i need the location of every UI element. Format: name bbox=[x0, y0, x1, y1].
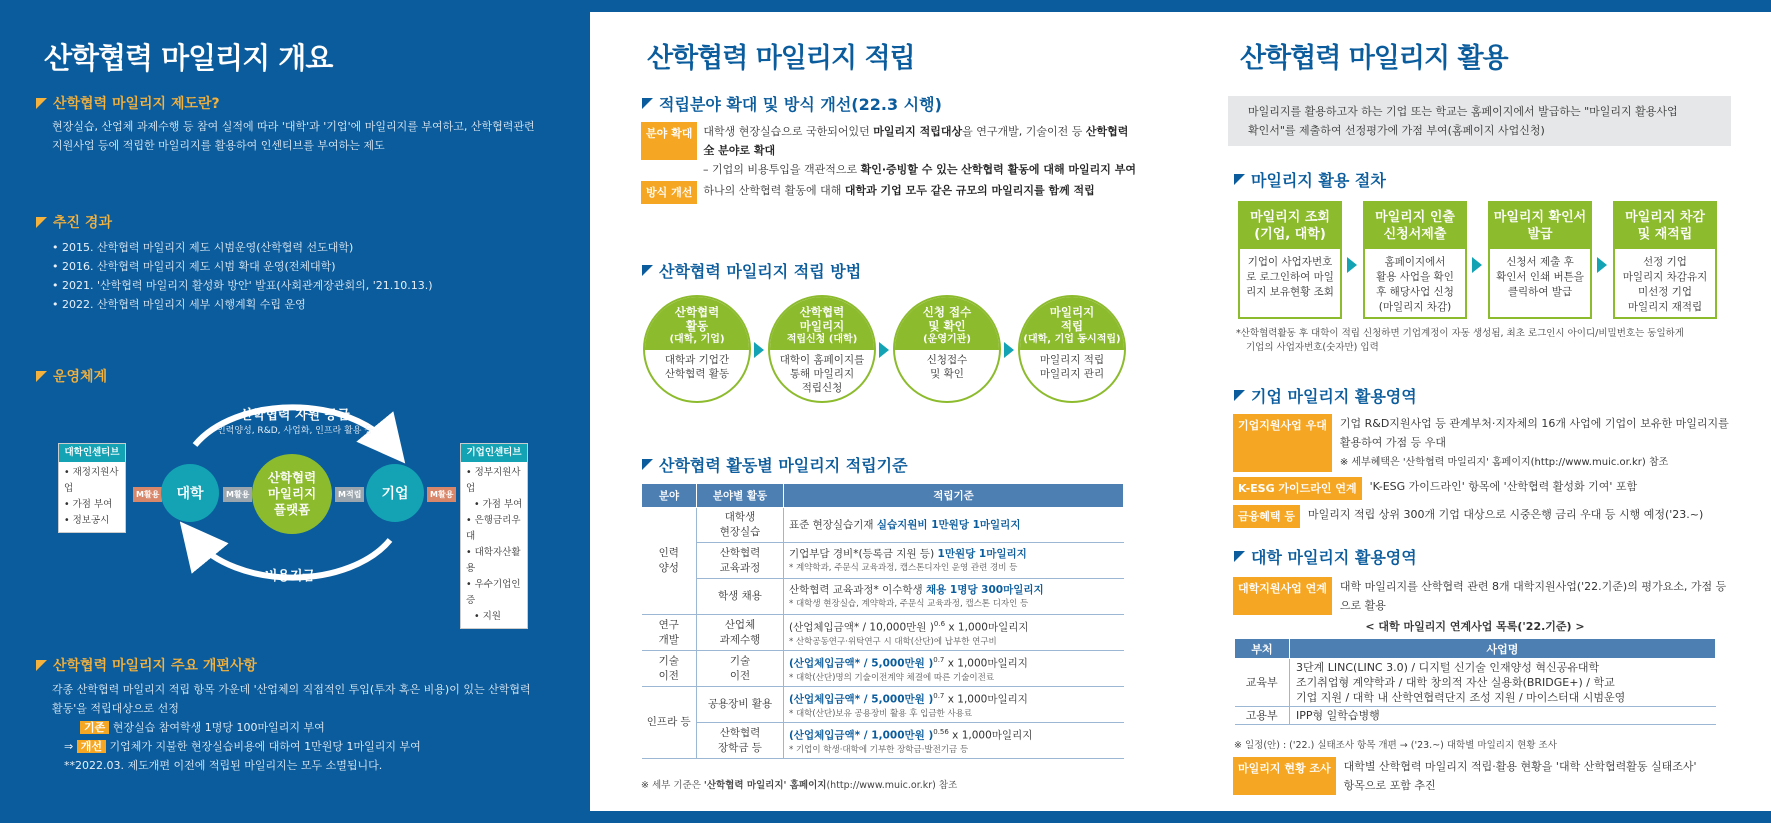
tag-univ-support: 대학지원사업 연계 bbox=[1233, 577, 1332, 615]
section-marker-icon bbox=[642, 265, 653, 276]
section-criteria bbox=[642, 453, 908, 476]
list-item: • 정보공시 bbox=[64, 513, 121, 529]
list-item: • 재정지원사업 bbox=[64, 465, 121, 497]
table-row: 학생 채용 산학협력 교육과정* 이수학생 채용 1명당 300마일리지 * 대학생 현장실습, 계약학과, 주문식 교육과정, 캡스톤 디자인 등 bbox=[642, 579, 1124, 615]
list-item: • 2015. 산학협력 마일리지 제도 시범운영(산학협력 선도대학) bbox=[52, 238, 433, 257]
section-marker-icon bbox=[36, 660, 47, 671]
procedure-step: 마일리지 인출 신청서제출 홈페이지에서 활용 사업을 확인 후 해당사업 신청 (마일리지 차감) bbox=[1363, 201, 1467, 319]
what-is-text: 현장실습, 산업체 과제수행 등 참여 실적에 따라 '대학'과 '기업'에 마일리지를 부여하고, 산학협력관련 지원사업 등에 적립한 마일리지를 활용하여 인센티브를 부여하는 제도 bbox=[52, 120, 535, 152]
list-item: • 가점 부여 bbox=[466, 497, 523, 513]
table-row: 연구 개발 산업체 과제수행 (산업체입금액* / 10,000만원 )$^{0.6}$ x 1,000마일리지 * 산학공동연구·위탁연구 시 대학(산단)에 납부한 연구비 bbox=[642, 615, 1124, 651]
list-item: • 정부지원사업 bbox=[466, 465, 523, 497]
list-item: • 가점 부여 bbox=[64, 497, 121, 513]
history-list bbox=[52, 238, 433, 314]
procedure-step: 마일리지 조회 (기업, 대학) 기업이 사업자번호 로 로그인하여 마일 리지 보유현황 조회 bbox=[1238, 201, 1342, 319]
section-usage-procedure bbox=[1234, 168, 1386, 191]
tag-corp-support: 기업지원사업 우대 bbox=[1233, 414, 1332, 472]
tag-method-improvement: 방식 개선 bbox=[641, 181, 697, 204]
list-item: • 2016. 산학협력 마일리지 제도 시범 확대 운영(전체대학) bbox=[52, 257, 433, 276]
section-marker-icon bbox=[1234, 390, 1245, 401]
list-item: • 2022. 산학협력 마일리지 세부 시행계획 수립 운영 bbox=[52, 295, 433, 314]
list-item: • 우수기업인증 bbox=[466, 577, 523, 609]
section-marker-icon bbox=[642, 98, 653, 109]
section-title: 적립분야 확대 및 방식 개선(22.3 시행) bbox=[659, 95, 942, 114]
table-row: 기술 이전 기술 이전 (산업체입금액* / 5,000만원 )$^{0.7}$ x 1,000마일리지 * 대학(산단)명의 기술이전계약 체결에 따른 기술이전료 bbox=[642, 651, 1124, 687]
list-item: • 2021. '산학협력 마일리지 활성화 방안' 발표(사회관계장관회의, '21.10.13.) bbox=[52, 276, 433, 295]
procedure-step: 마일리지 차감 및 재적립 선정 기업 마일리지 차감유지 미선정 기업 마일리지 재적립 bbox=[1613, 201, 1717, 319]
procedure-note: *산학협력활동 후 대학이 적립 신청하면 기업계정이 자동 생성됨, 최초 로그인시 아이디/비밀번호는 동일하게 기업의 사업자번호(숫자만) 입력 bbox=[1236, 328, 1684, 353]
section-expansion bbox=[642, 92, 942, 115]
univ-program-table bbox=[1234, 638, 1716, 725]
table-row: 교육부 3단계 LINC(LINC 3.0) / 디지털 신기술 인재양성 혁신공유대학 조기취업형 계약학과 / 대학 창의적 자산 실용화(BRIDGE+) / 학교 기업 지원 / 대학 내 산학연협력단지 조성 지원 / 마이스터대 시범운영 bbox=[1235, 659, 1716, 707]
section-changes bbox=[36, 655, 257, 675]
arrow-right-icon bbox=[1004, 342, 1014, 358]
table-row: 산학협력 교육과정 기업부담 경비*(등록금 지원 등) 1만원당 1마일리지 * 계약학과, 주문식 교육과정, 캡스톤디자인 운영 관련 경비 등 bbox=[642, 543, 1124, 579]
list-item: • 은행금리우대 bbox=[466, 513, 523, 545]
accumulation-title: 산학협력 마일리지 적립 bbox=[647, 43, 915, 74]
section-marker-icon bbox=[1234, 174, 1245, 185]
section-title: 추진 경과 bbox=[53, 215, 112, 231]
cost-label: 비용지급 bbox=[264, 569, 316, 584]
arrow-right-icon bbox=[1472, 257, 1482, 273]
section-history bbox=[36, 212, 112, 232]
univ-usage-row: 대학지원사업 연계 대학 마일리지를 산학협력 관련 8개 대학지원사업('22.기준)의 평가요소, 가점 등 으로 활용 bbox=[1233, 577, 1738, 615]
section-title: 대학 마일리지 활용영역 bbox=[1251, 548, 1417, 567]
bottom-bar bbox=[590, 811, 1771, 823]
arrow-right-icon bbox=[1597, 257, 1607, 273]
univ-schedule-note: ※ 일정(안) : ('22.) 실태조사 항목 개편 → ('23.~) 대학별 마일리지 현황 조사 bbox=[1234, 740, 1557, 751]
univ-survey-row: 마일리지 현황 조사 대학별 산학협력 마일리지 적립·활용 현황을 '대학 산학협력활동 실태조사' 항목으로 포함 추진 bbox=[1233, 757, 1738, 795]
section-corp-usage bbox=[1234, 384, 1417, 407]
arrow-right-icon bbox=[1347, 257, 1357, 273]
usage-intro: 마일리지를 활용하고자 하는 기업 또는 학교는 홈페이지에서 발급하는 "마일리지 활용사업 확인서"를 제출하여 선정평가에 가점 부여(홈페이지 사업신청) bbox=[1228, 96, 1731, 146]
list-item: • 지원 bbox=[466, 609, 523, 625]
changes-note: **2022.03. 제도개편 이전에 적립된 마일리지는 모두 소멸됩니다. bbox=[64, 759, 383, 772]
univ-incentive-box bbox=[58, 443, 126, 533]
corp-incentive-box bbox=[460, 443, 528, 629]
corp-usage-content: 기업지원사업 우대 기업 R&D지원사업 등 관계부처·지자체의 16개 사업에 기업이 보유한 마일리지를 활용하여 가점 등 우대 ※ 세부혜택은 '산학협력 마일리지' 홈페이지(http://www.muic.or.kr) 참조 K-ESG 가이드라인 연계 'K-ESG 가이드라인' 항목에 '산학협력 활성화 기여' 포함 금융혜택 등 마일리지 적립 상위 300개 기업 대상으로 시중은행 금리 우대 등 시행 예정('23.~) bbox=[1233, 414, 1733, 528]
overview-panel bbox=[0, 0, 590, 823]
tag-finance: 금융혜택 등 bbox=[1233, 505, 1300, 528]
top-bar bbox=[590, 0, 1771, 12]
tag-kesg: K-ESG 가이드라인 연계 bbox=[1233, 477, 1362, 500]
section-title: 산학협력 마일리지 적립 방법 bbox=[659, 262, 862, 281]
table-header-row: 부처 사업명 bbox=[1235, 639, 1716, 659]
arrow-right-icon bbox=[754, 342, 764, 358]
section-univ-usage bbox=[1234, 545, 1417, 568]
section-title: 운영체계 bbox=[53, 369, 108, 385]
criteria-table bbox=[641, 483, 1124, 759]
section-marker-icon bbox=[1234, 551, 1245, 562]
m-accum-tag: M적립 bbox=[335, 487, 364, 502]
before-tag: 기존 bbox=[80, 721, 109, 734]
table-row: 인프라 등 공용장비 활용 (산업체입금액* / 5,000만원 )$^{0.7}$ x 1,000마일리지 * 대학(산단)보유 공용장비 활용 후 입금한 사용료 bbox=[642, 687, 1124, 723]
table-header-row: 분야 분야별 활동 적립기준 bbox=[642, 484, 1124, 508]
box-title: 대학인센티브 bbox=[59, 444, 125, 462]
m-usage-tag: M활용 bbox=[133, 487, 162, 502]
platform-circle: 산학협력 마일리지 플랫폼 bbox=[252, 454, 332, 534]
section-marker-icon bbox=[36, 217, 47, 228]
section-marker-icon bbox=[36, 371, 47, 382]
arrow-right-icon bbox=[879, 342, 889, 358]
after-tag: 개선 bbox=[77, 740, 106, 753]
m-usage-tag: M활용 bbox=[223, 487, 252, 502]
section-title: 산학협력 활동별 마일리지 적립기준 bbox=[659, 456, 908, 475]
tag-mileage-survey: 마일리지 현황 조사 bbox=[1233, 757, 1336, 795]
box-title: 기업인센티브 bbox=[461, 444, 527, 462]
section-marker-icon bbox=[36, 98, 47, 109]
table-row: 고용부 IPP형 일학습병행 bbox=[1235, 707, 1716, 725]
overview-title: 산학협력 마일리지 개요 bbox=[44, 41, 333, 75]
changes-text: 각종 산학협력 마일리지 적립 항목 가운데 '산업체의 직접적인 투입(투자 혹은 비용)이 있는 산학협력 활동'을 적립대상으로 선정 기존 현장실습 참여학생 1명당 100마일리지 부여 ⇒ 개선 기업체가 지불한 현장실습비용에 대하여 1만원당 1마일리지 부여 **2022.03. 제도개편 이전에 적립된 마일리지는 모두 소멸됩니다. bbox=[52, 680, 531, 775]
section-title: 산학협력 마일리지 주요 개편사항 bbox=[53, 658, 257, 674]
section-title: 마일리지 활용 절차 bbox=[1251, 171, 1386, 190]
table-row: 산학협력 장학금 등 (산업체입금액* / 1,000만원 )$^{0.56}$ x 1,000마일리지 * 기업이 학생·대학에 기부한 장학금·발전기금 등 bbox=[642, 723, 1124, 759]
supply-sub: 인력양성, R&D, 사업화, 인프라 활용 등 bbox=[216, 426, 374, 436]
step-circle: 산학협력 활동 (대학, 기업) 대학과 기업간 산학협력 활동 bbox=[643, 295, 751, 403]
section-title: 산학협력 마일리지 제도란? bbox=[53, 96, 220, 112]
company-circle: 기업 bbox=[366, 464, 424, 522]
step-circle: 신청 접수 및 확인 (운영기관) 신청접수 및 확인 bbox=[893, 295, 1001, 403]
step-circle: 마일리지 적립 (대학, 기업 동시적립) 마일리지 적립 마일리지 관리 bbox=[1018, 295, 1126, 403]
table-row: 인력 양성 대학생 현장실습 표준 현장실습기재 실습지원비 1만원당 1마일리지 bbox=[642, 508, 1124, 543]
usage-title: 산학협력 마일리지 활용 bbox=[1240, 43, 1508, 74]
univ-table-title: < 대학 마일리지 연계사업 목록('22.기준) > bbox=[1365, 620, 1585, 633]
section-system bbox=[36, 366, 107, 386]
tag-field-expansion: 분야 확대 bbox=[641, 122, 697, 160]
m-usage-tag: M활용 bbox=[427, 487, 456, 502]
section-marker-icon bbox=[642, 459, 653, 470]
section-title: 기업 마일리지 활용영역 bbox=[1251, 387, 1417, 406]
section-method bbox=[642, 259, 861, 282]
supply-label: 산학협력 자원 공급 bbox=[240, 408, 350, 423]
list-item: • 대학자산활용 bbox=[466, 545, 523, 577]
section-what-is bbox=[36, 93, 220, 113]
expansion-content: 분야 확대 대학생 현장실습으로 국한되어있던 마일리지 적립대상을 연구개발, 기술이전 등 산학협력 全 분야로 확대 – 기업의 비용투입을 객관적으로 확인·증빙할 수 있는 산학협력 활동에 대해 마일리지 부여 방식 개선 하나의 산학협력 활동에 대해 대학과 기업 모두 같은 규모의 마일리지를 함께 적립 bbox=[641, 122, 1141, 204]
criteria-footnote: ※ 세부 기준은 '산학협력 마일리지' 홈페이지(http://www.muic.or.kr) 참조 bbox=[641, 780, 958, 791]
step-circle: 산학협력 마일리지 적립신청 (대학) 대학이 홈페이지를 통해 마일리지 적립신청 bbox=[768, 295, 876, 403]
univ-circle: 대학 bbox=[161, 464, 219, 522]
procedure-step: 마일리지 확인서 발급 신청서 제출 후 확인서 인쇄 버튼을 클릭하여 발급 bbox=[1488, 201, 1592, 319]
